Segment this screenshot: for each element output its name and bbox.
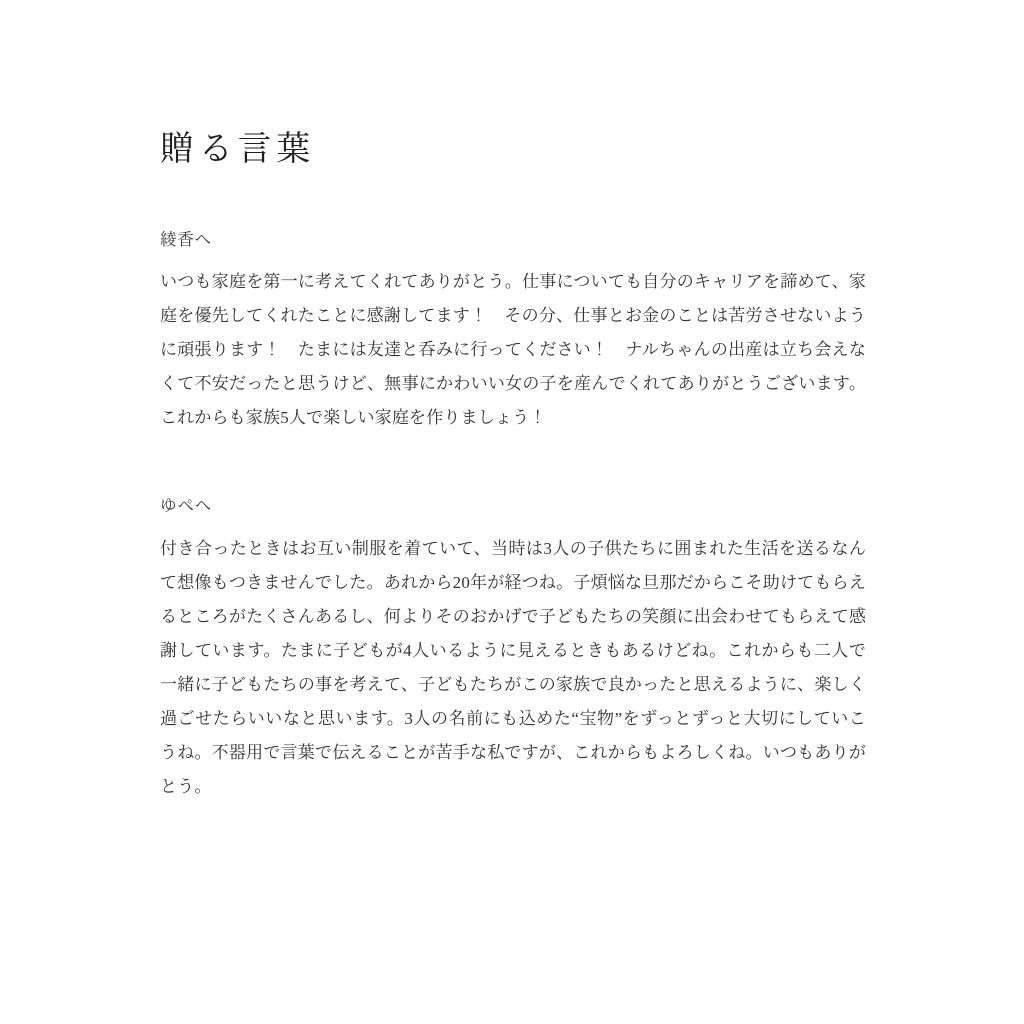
letter-body: 付き合ったときはお互い制服を着ていて、当時は3人の子供たちに囲まれた生活を送るなんて想像もつきませんでした。あれから20年が経つね。子煩悩な旦那だからこそ助けてもらえるところがたくさんあるし、何よりそのおかげで子どもたちの笑顔に出会わせてもらえて感謝しています。たまに子どもが4人いるように見えるときもあるけどね。これからも二人で一緒に子どもたちの事を考えて、子どもたちがこの家族で良かったと思えるように、楽しく過ごせたらいいなと思います。3人の名前にも込めた“宝物”をずっとずっと大切にしていこうね。不器用で言葉で伝えることが苦手な私ですが、これからもよろしくね。いつもありがとう。 bbox=[160, 538, 866, 796]
letter-section-2 bbox=[160, 493, 864, 803]
page-title: 贈る言葉 bbox=[160, 131, 316, 168]
letter-salutation: 綾香へ bbox=[160, 229, 212, 249]
letter-salutation: ゆぺへ bbox=[160, 496, 212, 516]
letter-body: いつも家庭を第一に考えてくれてありがとう。仕事についても自分のキャリアを諦めて、家庭を優先してくれたことに感謝してます！ その分、仕事とお金のことは苦労させないように頑張ります！ たまには友達と呑みに行ってください！ ナルちゃんの出産は立ち会えなくて不安だったと思うけど、無事にかわいい女の子を産んでくれてありがとうございます。これからも家族5人で楽しい家庭を作りましょう！ bbox=[160, 272, 866, 428]
letter-section-1 bbox=[160, 227, 864, 435]
